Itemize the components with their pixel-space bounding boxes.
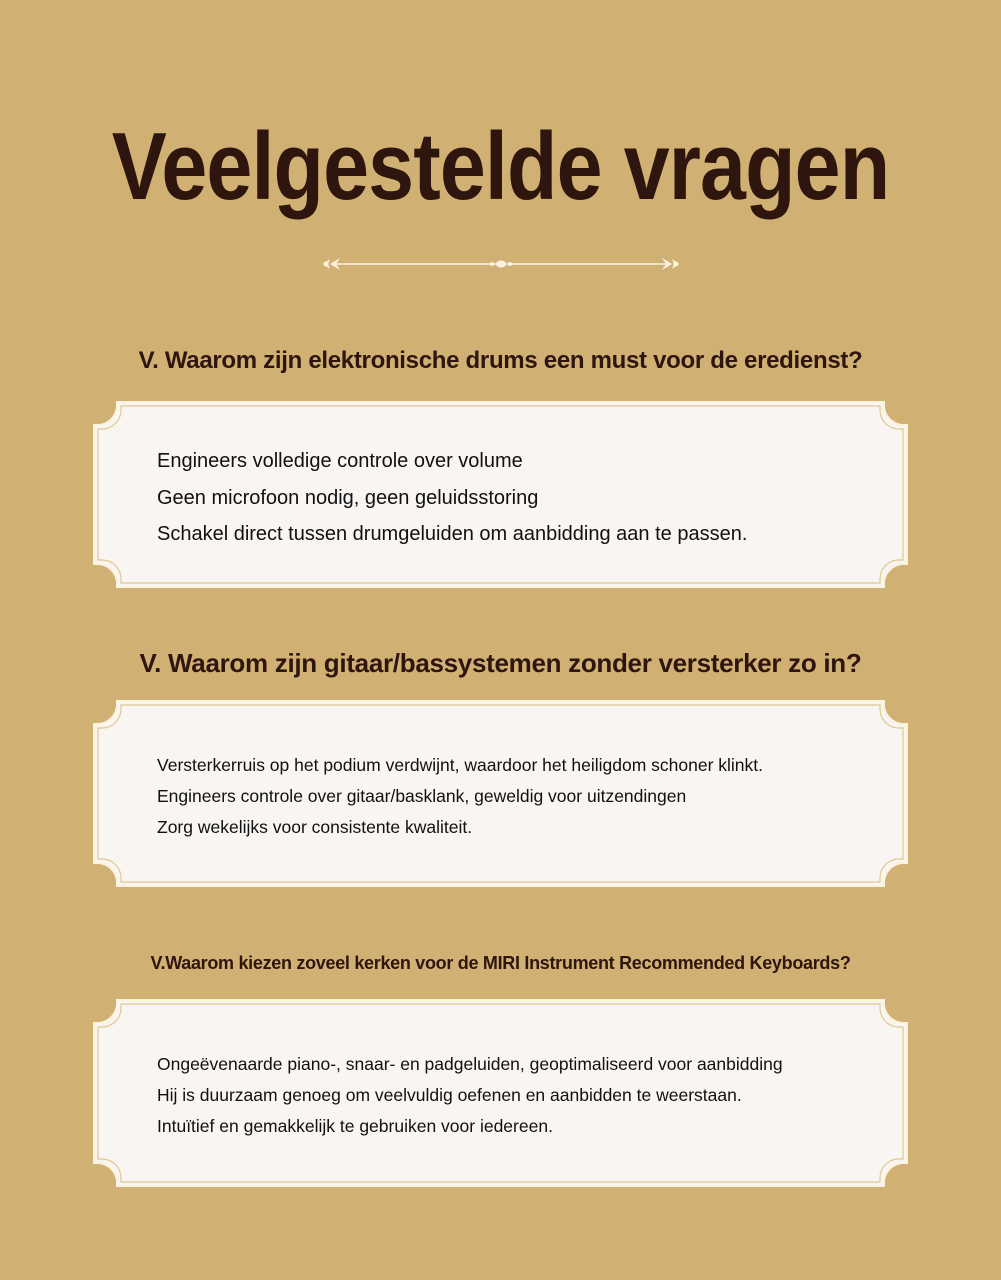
- answer-item: Engineers controle over gitaar/basklank, geweldig voor uitzendingen: [157, 786, 687, 806]
- answer-item: Intuïtief en gemakkelijk te gebruiken voor iedereen.: [157, 1116, 553, 1136]
- answer-item: Geen microfoon nodig, geen geluidsstoring: [157, 486, 539, 509]
- faq-question-3: V.Waarom kiezen zoveel kerken voor de MIRI Instrument Recommended Keyboards?: [150, 953, 851, 973]
- answer-item: Ongeëvenaarde piano-, snaar- en padgeluiden, geoptimaliseerd voor aanbidding: [157, 1054, 783, 1074]
- faq-answer-card-1: [93, 401, 908, 588]
- answer-list: [157, 750, 763, 843]
- faq-answer-card-3: [93, 999, 908, 1187]
- faq-question-1: V. Waarom zijn elektronische drums een must voor de eredienst?: [138, 347, 863, 374]
- page-title: Veelgestelde vragen: [111, 113, 890, 220]
- answer-list: [157, 443, 747, 553]
- answer-item: Hij is duurzaam genoeg om veelvuldig oefenen en aanbidden te weerstaan.: [157, 1085, 742, 1105]
- faq-answer-card-2: [93, 700, 908, 887]
- answer-list: [157, 1049, 783, 1142]
- faq-question-2: V. Waarom zijn gitaar/bassystemen zonder versterker zo in?: [139, 648, 862, 678]
- answer-item: Versterkerruis op het podium verdwijnt, waardoor het heiligdom schoner klinkt.: [157, 755, 763, 775]
- answer-item: Engineers volledige controle over volume: [157, 450, 523, 472]
- answer-item: Zorg wekelijks voor consistente kwaliteit.: [157, 817, 473, 837]
- ornamental-divider-icon: [320, 255, 682, 273]
- answer-item: Schakel direct tussen drumgeluiden om aanbidding aan te passen.: [157, 523, 748, 545]
